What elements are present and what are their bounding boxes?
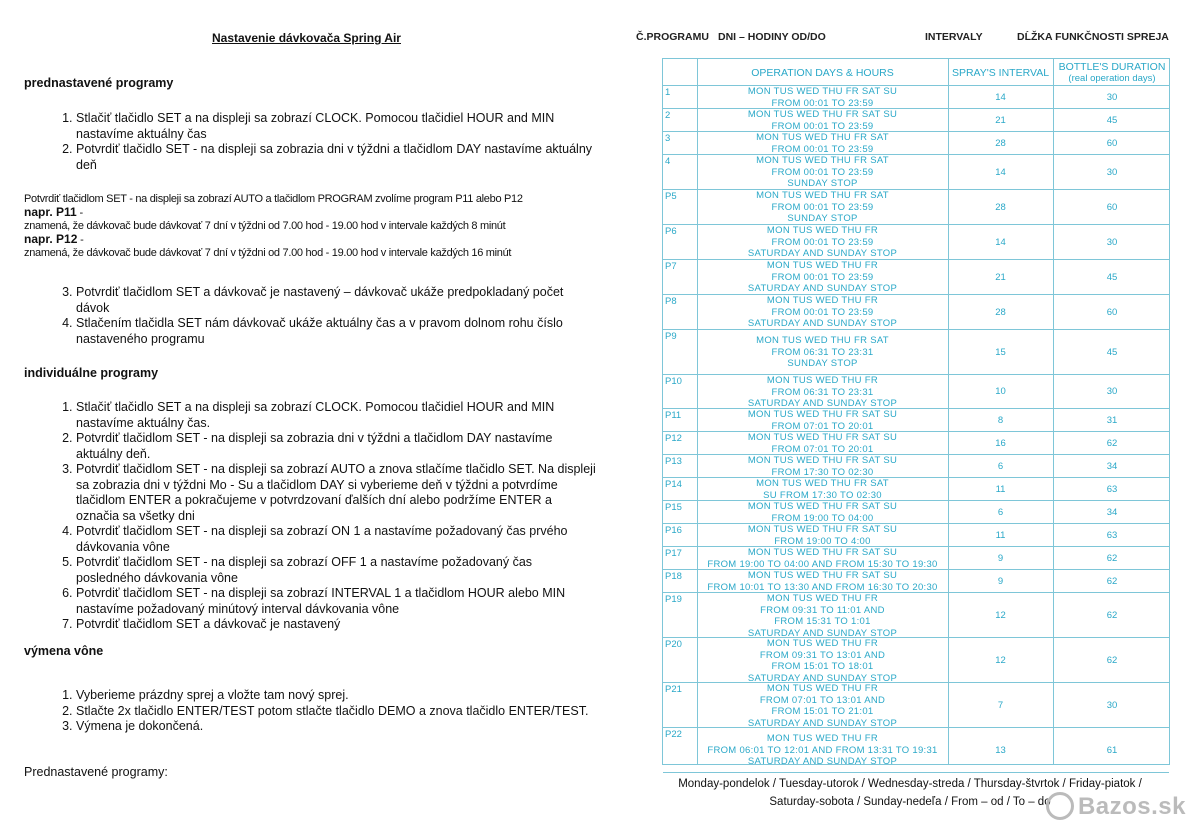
table-row bbox=[663, 409, 1169, 432]
program-number: P6 bbox=[665, 226, 677, 237]
spray-interval-cell: 15 bbox=[995, 346, 1006, 358]
table-row bbox=[663, 524, 1169, 547]
spray-interval-cell: 9 bbox=[997, 552, 1004, 564]
table-row bbox=[663, 547, 1169, 570]
operation-days-line: FROM 00:01 TO 23:59 bbox=[771, 143, 874, 155]
operation-days-line: MON TUS WED THU FR bbox=[766, 295, 879, 307]
operation-days-line: FROM 15:01 TO 18:01 bbox=[771, 661, 874, 672]
bottle-duration-cell: 63 bbox=[1106, 529, 1118, 541]
table-row bbox=[663, 86, 1169, 109]
bottle-duration-cell: 60 bbox=[1106, 306, 1118, 318]
operation-days-cell bbox=[697, 190, 948, 225]
bottle-duration-cell: 62 bbox=[1106, 654, 1118, 666]
operation-days-line: FROM 07:01 TO 20:01 bbox=[771, 443, 874, 455]
operation-days-line: MON TUS WED THU FR SAT SU bbox=[747, 524, 898, 535]
operation-days-line: FROM 19:00 TO 04:00 AND FROM 15:30 TO 19:30 bbox=[707, 558, 938, 570]
spray-interval-cell: 21 bbox=[995, 271, 1006, 283]
list-item: 1. Vyberieme prázdny sprej a vložte tam nový sprej. bbox=[76, 688, 596, 704]
table-row bbox=[663, 455, 1169, 478]
program-number: P12 bbox=[665, 433, 682, 444]
bottle-duration-cell: 30 bbox=[1106, 166, 1118, 178]
program-number: P22 bbox=[665, 729, 682, 740]
bottle-duration-cell: 62 bbox=[1106, 575, 1118, 587]
program-select-text: Potvrdiť tlačidlom SET - na displeji sa zobrazí AUTO a tlačidlom PROGRAM zvolíme program P11 alebo P12 bbox=[24, 193, 523, 205]
preset-steps-list-continued bbox=[50, 285, 596, 347]
operation-days-line: FROM 07:01 TO 13:01 AND bbox=[759, 694, 886, 706]
list-item: 3. Potvrdiť tlačidlom SET - na displeji sa zobrazí AUTO a znova stlačíme tlačidlo SET. Na displeji sa zobrazia dni v týždni Mo - Su a tlačidlom DAY si vyberieme deň v týždni a potvrdíme tlačidlom ENTER a pokračujeme v potvrdzovaní ďalších dní alebo podržíme ENTER a označia sa všetky dni bbox=[76, 462, 596, 524]
bottle-duration-cell: 34 bbox=[1106, 460, 1118, 472]
operation-days-line: FROM 07:01 TO 20:01 bbox=[771, 420, 874, 432]
operation-days-cell bbox=[697, 478, 948, 501]
operation-days-line: MON TUS WED THU FR SAT SU bbox=[747, 570, 898, 581]
table-row bbox=[663, 330, 1169, 375]
operation-days-line: MON TUS WED THU FR bbox=[766, 733, 879, 745]
col-header-intervals: INTERVALY bbox=[925, 31, 983, 43]
operation-days-line: SUNDAY STOP bbox=[787, 178, 858, 190]
program-number: P19 bbox=[665, 594, 682, 605]
table-header-row bbox=[663, 59, 1169, 86]
spray-interval-cell: 11 bbox=[995, 483, 1006, 495]
section-heading-preset: prednastavené programy bbox=[24, 76, 174, 90]
preset-steps-list bbox=[50, 111, 596, 173]
operation-days-line: SATURDAY AND SUNDAY STOP bbox=[747, 672, 898, 684]
spray-interval-cell: 16 bbox=[995, 437, 1006, 449]
operation-days-line: SUNDAY STOP bbox=[787, 213, 858, 225]
list-item: 2. Potvrdiť tlačidlo SET - na displeji sa zobrazia dni v týždni a tlačidlom DAY nastavíme aktuálny deň bbox=[76, 142, 596, 173]
example-p11-dash: - bbox=[76, 207, 83, 219]
operation-days-line: FROM 00:01 TO 23:59 bbox=[771, 201, 874, 213]
program-number: P10 bbox=[665, 376, 682, 387]
spray-interval-cell: 6 bbox=[997, 506, 1004, 518]
list-item: 3. Výmena je dokončená. bbox=[76, 719, 596, 735]
table-row bbox=[663, 501, 1169, 524]
spray-interval-cell: 12 bbox=[995, 654, 1006, 666]
preset-programs-footer: Prednastavené programy: bbox=[24, 765, 168, 779]
document-title: Nastavenie dávkovača Spring Air bbox=[212, 31, 401, 45]
bottle-duration-cell: 30 bbox=[1106, 699, 1118, 711]
operation-days-cell bbox=[697, 733, 948, 768]
program-number: P21 bbox=[665, 684, 682, 695]
operation-days-line: SATURDAY AND SUNDAY STOP bbox=[747, 283, 898, 295]
watermark bbox=[1046, 793, 1186, 822]
operation-days-cell bbox=[697, 375, 948, 410]
operation-days-line: FROM 19:00 TO 4:00 bbox=[774, 535, 871, 547]
spray-interval-cell: 14 bbox=[995, 91, 1006, 103]
operation-days-line: FROM 06:31 TO 23:31 bbox=[771, 386, 874, 398]
operation-days-line: FROM 17:30 TO 02:30 bbox=[771, 466, 874, 478]
operation-days-cell bbox=[697, 86, 948, 109]
operation-days-line: MON TUS WED THU FR SAT bbox=[756, 190, 889, 202]
program-number: P16 bbox=[665, 525, 682, 536]
section-heading-refill: výmena vône bbox=[24, 644, 104, 658]
program-number: P13 bbox=[665, 456, 682, 467]
program-number: P14 bbox=[665, 479, 682, 490]
operation-days-cell bbox=[697, 260, 948, 295]
table-row bbox=[663, 190, 1169, 225]
operation-days-line: FROM 10:01 TO 13:30 AND FROM 16:30 TO 20:30 bbox=[707, 581, 938, 593]
list-item: 4. Potvrdiť tlačidlom SET - na displeji sa zobrazí ON 1 a nastavíme požadovaný čas prvého dávkovania vône bbox=[76, 524, 596, 555]
program-number: P7 bbox=[665, 261, 677, 272]
operation-days-line: SATURDAY AND SUNDAY STOP bbox=[747, 717, 898, 729]
spray-interval-cell: 9 bbox=[997, 575, 1004, 587]
operation-days-cell bbox=[697, 593, 948, 639]
operation-days-line: FROM 00:01 TO 23:59 bbox=[771, 166, 874, 178]
list-item: 3. Potvrdiť tlačidlom SET a dávkovač je nastavený – dávkovač ukáže predpokladaný počet dávok bbox=[76, 285, 596, 316]
bottle-duration-cell: 30 bbox=[1106, 236, 1118, 248]
col-header-program: Č.PROGRAMU bbox=[636, 31, 709, 43]
example-p11-label: napr. P11 bbox=[24, 205, 77, 219]
spray-interval-cell: 7 bbox=[997, 699, 1004, 711]
spray-interval-cell: 28 bbox=[995, 137, 1006, 149]
individual-steps-list bbox=[50, 400, 596, 633]
table-row bbox=[663, 260, 1169, 295]
operation-days-cell bbox=[697, 638, 948, 684]
operation-days-line: MON TUS WED THU FR bbox=[766, 375, 879, 386]
spray-interval-cell: 13 bbox=[995, 744, 1006, 756]
operation-days-line: FROM 00:01 TO 23:59 bbox=[771, 236, 874, 248]
program-number: P18 bbox=[665, 571, 682, 582]
operation-days-line: FROM 06:31 TO 23:31 bbox=[771, 346, 874, 358]
bazos-logo-icon bbox=[1046, 792, 1074, 820]
operation-days-line: MON TUS WED THU FR bbox=[766, 593, 879, 604]
col-header-days-hours: DNI – HODINY OD/DO bbox=[718, 31, 826, 43]
program-number: P20 bbox=[665, 639, 682, 650]
table-row bbox=[663, 728, 1169, 773]
table-row bbox=[663, 683, 1169, 728]
list-item: 5. Potvrdiť tlačidlom SET - na displeji sa zobrazí OFF 1 a nastavíme požadovaný čas posledného dávkovania vône bbox=[76, 555, 596, 586]
program-table-panel bbox=[620, 0, 1200, 835]
watermark-text: Bazos.sk bbox=[1077, 793, 1186, 820]
operation-days-line: MON TUS WED THU FR bbox=[766, 225, 879, 237]
operation-days-cell bbox=[697, 335, 948, 370]
list-item: 1. Stlačiť tlačidlo SET a na displeji sa zobrazí CLOCK. Pomocou tlačidiel HOUR and MIN nastavíme aktuálny čas. bbox=[76, 400, 596, 431]
list-item: 7. Potvrdiť tlačidlom SET a dávkovač je nastavený bbox=[76, 617, 596, 633]
operation-days-line: MON TUS WED THU FR SAT bbox=[756, 132, 889, 143]
operation-days-line: SUNDAY STOP bbox=[787, 358, 858, 370]
operation-days-cell bbox=[697, 683, 948, 729]
example-p12-label: napr. P12 bbox=[24, 232, 78, 246]
operation-days-line: MON TUS WED THU FR SAT bbox=[756, 478, 889, 489]
table-row bbox=[663, 432, 1169, 455]
example-p12-dash: - bbox=[77, 234, 84, 246]
bottle-duration-cell: 63 bbox=[1106, 483, 1118, 495]
program-number: P8 bbox=[665, 296, 677, 307]
bottle-duration-cell: 34 bbox=[1106, 506, 1118, 518]
operation-days-line: FROM 06:01 TO 12:01 AND FROM 13:31 TO 19:31 bbox=[707, 744, 938, 756]
table-row bbox=[663, 478, 1169, 501]
bottle-duration-cell: 62 bbox=[1106, 437, 1118, 449]
program-number: 3 bbox=[665, 133, 671, 144]
spray-interval-cell: 14 bbox=[995, 236, 1006, 248]
header-real-operation-days: (real operation days) bbox=[1068, 73, 1156, 84]
operation-days-cell bbox=[697, 225, 948, 260]
bottle-duration-cell: 45 bbox=[1106, 346, 1118, 358]
operation-days-cell bbox=[697, 295, 948, 330]
program-number: P17 bbox=[665, 548, 682, 559]
col-header-duration: DĹŽKA FUNKČNOSTI SPREJA bbox=[1017, 31, 1169, 43]
program-number: 4 bbox=[665, 156, 671, 167]
table-row bbox=[663, 132, 1169, 155]
bottle-duration-cell: 62 bbox=[1106, 609, 1118, 621]
operation-days-cell bbox=[697, 155, 948, 190]
operation-days-cell bbox=[697, 547, 948, 570]
operation-days-line: SATURDAY AND SUNDAY STOP bbox=[747, 398, 898, 409]
operation-days-line: MON TUS WED THU FR SAT bbox=[756, 155, 889, 167]
table-row bbox=[663, 155, 1169, 190]
operation-days-line: FROM 19:00 TO 04:00 bbox=[771, 512, 874, 524]
operation-days-cell bbox=[697, 524, 948, 547]
spray-interval-cell: 14 bbox=[995, 166, 1006, 178]
operation-days-line: SATURDAY AND SUNDAY STOP bbox=[747, 756, 898, 768]
program-number: P9 bbox=[665, 331, 677, 342]
table-row bbox=[663, 375, 1169, 409]
bottle-duration-cell: 60 bbox=[1106, 137, 1118, 149]
list-item: 4. Stlačením tlačidla SET nám dávkovač ukáže aktuálny čas a v pravom dolnom rohu číslo nastaveného programu bbox=[76, 316, 596, 347]
operation-days-line: MON TUS WED THU FR SAT SU bbox=[747, 109, 898, 120]
table-row bbox=[663, 295, 1169, 330]
example-p11-text: znamená, že dávkovač bude dávkovať 7 dní v týždni od 7.00 hod - 19.00 hod v intervale každých 8 minút bbox=[24, 220, 506, 232]
operation-days-line: FROM 00:01 TO 23:59 bbox=[771, 271, 874, 283]
table-row bbox=[663, 109, 1169, 132]
operation-days-line: FROM 09:31 TO 13:01 AND bbox=[759, 649, 886, 661]
header-spray-interval: SPRAY'S INTERVAL bbox=[951, 67, 1050, 79]
refill-steps-list bbox=[50, 688, 596, 735]
list-item: 1. Stlačiť tlačidlo SET a na displeji sa zobrazí CLOCK. Pomocou tlačidiel HOUR and MIN nastavíme aktuálny čas bbox=[76, 111, 596, 142]
operation-days-cell bbox=[697, 409, 948, 432]
bottle-duration-cell: 61 bbox=[1106, 744, 1118, 756]
program-number: P11 bbox=[665, 410, 682, 421]
operation-days-line: SATURDAY AND SUNDAY STOP bbox=[747, 248, 898, 260]
operation-days-line: MON TUS WED THU FR SAT SU bbox=[747, 501, 898, 512]
operation-days-line: MON TUS WED THU FR SAT bbox=[756, 335, 889, 347]
program-number: 2 bbox=[665, 110, 671, 121]
section-heading-individual: individuálne programy bbox=[24, 366, 159, 380]
bottle-duration-cell: 60 bbox=[1106, 201, 1118, 213]
operation-days-line: FROM 00:01 TO 23:59 bbox=[771, 97, 874, 109]
program-number: P15 bbox=[665, 502, 682, 513]
operation-days-cell bbox=[697, 455, 948, 478]
program-table bbox=[662, 58, 1170, 768]
operation-days-line: MON TUS WED THU FR bbox=[766, 638, 879, 649]
table-row bbox=[663, 638, 1169, 683]
list-item: 2. Stlačte 2x tlačidlo ENTER/TEST potom stlačte tlačidlo DEMO a znova tlačidlo ENTER/TEST. bbox=[76, 704, 596, 720]
operation-days-cell bbox=[697, 109, 948, 132]
operation-days-line: MON TUS WED THU FR bbox=[766, 683, 879, 694]
bottle-duration-cell: 30 bbox=[1106, 386, 1118, 397]
bottle-duration-cell: 30 bbox=[1106, 91, 1118, 103]
spray-interval-cell: 28 bbox=[995, 201, 1006, 213]
operation-days-line: MON TUS WED THU FR SAT SU bbox=[747, 432, 898, 443]
operation-days-cell bbox=[697, 570, 948, 593]
operation-days-line: MON TUS WED THU FR SAT SU bbox=[747, 409, 898, 420]
operation-days-cell bbox=[697, 501, 948, 524]
operation-days-line: FROM 00:01 TO 23:59 bbox=[771, 306, 874, 318]
list-item: 6. Potvrdiť tlačidlom SET - na displeji sa zobrazí INTERVAL 1 a tlačidlom HOUR alebo MIN nastavíme požadovaný minútový interval dávkovania vône bbox=[76, 586, 596, 617]
list-item: 2. Potvrdiť tlačidlom SET - na displeji sa zobrazia dni v týždni a tlačidlom DAY nastavíme aktuálny deň. bbox=[76, 431, 596, 462]
spray-interval-cell: 8 bbox=[997, 414, 1004, 426]
operation-days-line: FROM 15:01 TO 21:01 bbox=[771, 706, 874, 717]
operation-days-cell bbox=[697, 132, 948, 155]
legend-line-1: Monday-pondelok / Tuesday-utorok / Wednesday-streda / Thursday-štvrtok / Friday-piatok / bbox=[678, 778, 1142, 790]
operation-days-line: SATURDAY AND SUNDAY STOP bbox=[747, 627, 898, 639]
table-row bbox=[663, 593, 1169, 638]
operation-days-line: MON TUS WED THU FR SAT SU bbox=[747, 547, 898, 558]
program-number: P5 bbox=[665, 191, 677, 202]
spray-interval-cell: 6 bbox=[997, 460, 1004, 472]
bottle-duration-cell: 31 bbox=[1106, 414, 1118, 426]
legend-line-2: Saturday-sobota / Sunday-nedeľa / From – od / To – do bbox=[769, 796, 1051, 808]
example-p12-text: znamená, že dávkovač bude dávkovať 7 dní v týždni od 7.00 hod - 19.00 hod v intervale každých 16 minút bbox=[24, 247, 512, 259]
bottle-duration-cell: 45 bbox=[1106, 271, 1118, 283]
program-select-paragraph bbox=[24, 193, 614, 260]
operation-days-line: MON TUS WED THU FR bbox=[766, 260, 879, 272]
spray-interval-cell: 21 bbox=[995, 114, 1006, 126]
operation-days-line: SATURDAY AND SUNDAY STOP bbox=[747, 318, 898, 330]
operation-days-line: FROM 00:01 TO 23:59 bbox=[771, 120, 874, 132]
operation-days-cell bbox=[697, 432, 948, 455]
program-number: 1 bbox=[665, 87, 671, 98]
spray-interval-cell: 12 bbox=[995, 609, 1006, 621]
header-operation-days: OPERATION DAYS & HOURS bbox=[751, 67, 894, 79]
operation-days-line: MON TUS WED THU FR SAT SU bbox=[747, 455, 898, 466]
header-bottle-duration: BOTTLE'S DURATION bbox=[1058, 61, 1166, 73]
bottle-duration-cell: 45 bbox=[1106, 114, 1118, 126]
bottle-duration-cell: 62 bbox=[1106, 552, 1118, 564]
table-row bbox=[663, 570, 1169, 593]
operation-days-line: FROM 09:31 TO 11:01 AND bbox=[760, 604, 885, 616]
table-row bbox=[663, 225, 1169, 260]
spray-interval-cell: 10 bbox=[995, 386, 1006, 397]
operation-days-line: FROM 15:31 TO 1:01 bbox=[774, 616, 871, 627]
operation-days-line: MON TUS WED THU FR SAT SU bbox=[747, 86, 898, 97]
spray-interval-cell: 11 bbox=[995, 529, 1006, 541]
operation-days-line: SU FROM 17:30 TO 02:30 bbox=[763, 489, 882, 501]
spray-interval-cell: 28 bbox=[995, 306, 1006, 318]
